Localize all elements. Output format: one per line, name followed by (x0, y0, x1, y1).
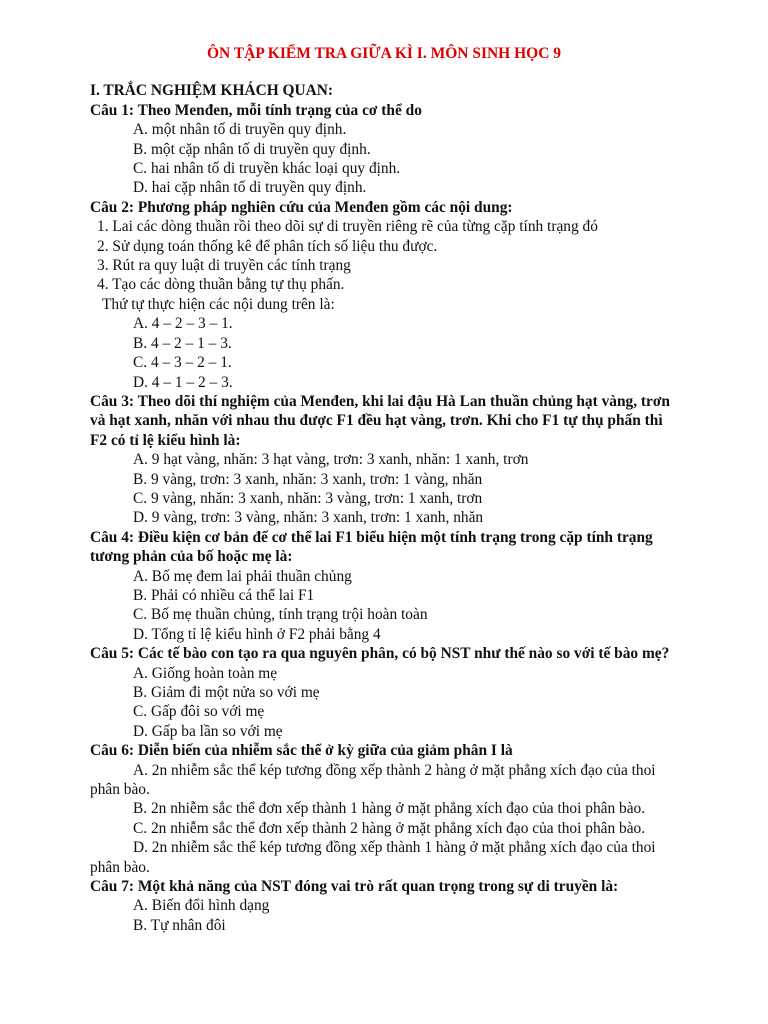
question-6: Câu 6: Diễn biến của nhiễm sắc thể ở kỳ giữa của giảm phân I là (90, 742, 513, 760)
section-heading: I. TRẮC NGHIỆM KHÁCH QUAN: (90, 82, 333, 100)
question-2: Câu 2: Phương pháp nghiên cứu của Menđen gồm các nội dung: (90, 198, 513, 216)
q2-option-d: D. 4 – 1 – 2 – 3. (133, 373, 233, 391)
q2-option-c: C. 4 – 3 – 2 – 1. (133, 354, 232, 372)
question-7: Câu 7: Một khả năng của NST đóng vai trò rất quan trọng trong sự di truyền là: (90, 878, 619, 896)
q7-option-a: A. Biến đổi hình dạng (133, 897, 270, 915)
question-5: Câu 5: Các tế bào con tạo ra qua nguyên phân, có bộ NST như thế nào so với tế bào mẹ? (90, 645, 670, 663)
page-title: ÔN TẬP KIỂM TRA GIỮA KÌ I. MÔN SINH HỌC 9 (206, 45, 562, 62)
q5-option-a: A. Giống hoàn toàn mẹ (133, 664, 278, 682)
q2-option-a: A. 4 – 2 – 3 – 1. (133, 315, 233, 333)
q3-option-b: B. 9 vàng, trơn: 3 xanh, nhăn: 3 xanh, trơn: 1 vàng, nhăn (133, 470, 483, 488)
q1-option-d: D. hai cặp nhân tố di truyền quy định. (133, 179, 367, 197)
q4-option-a: A. Bố mẹ đem lai phải thuần chủng (133, 567, 352, 585)
q6-option-c: C. 2n nhiễm sắc thể đơn xếp thành 2 hàng ở mặt phẳng xích đạo của thoi phân bào. (133, 819, 646, 837)
q5-option-b: B. Giảm đi một nửa so với mẹ (133, 684, 320, 701)
q2-step-3: 3. Rút ra quy luật di truyền các tính trạng (97, 257, 351, 275)
q7-option-b: B. Tự nhân đôi (133, 916, 226, 934)
q1-option-c: C. hai nhân tố di truyền khác loại quy định. (133, 160, 401, 178)
q4-option-c: C. Bố mẹ thuần chủng, tính trạng trội hoàn toàn (133, 606, 428, 624)
q3-option-a: A. 9 hạt vàng, nhăn: 3 hạt vàng, trơn: 3 xanh, nhăn: 1 xanh, trơn (133, 451, 529, 469)
q4-option-b: B. Phải có nhiều cá thể lai F1 (133, 586, 315, 604)
question-3: Câu 3: Theo dõi thí nghiệm của Menđen, khi lai đậu Hà Lan thuần chủng hạt vàng, trơn và hạt xanh, nhăn với nhau thu được F1 đều hạt vàng, trơn. Khi cho F1 tự thụ phấn thì F2 có tỉ lệ kiểu hình là: (90, 392, 670, 449)
q4-option-d: D. Tổng tỉ lệ kiểu hình ở F2 phải bằng 4 (133, 625, 381, 643)
q2-step-2: 2. Sử dụng toán thống kê để phân tích số liệu thu được. (97, 237, 438, 255)
q6-option-d: D. 2n nhiễm sắc thể kép tương đồng xếp thành 1 hàng ở mặt phẳng xích đạo của thoi phân bào. (90, 839, 656, 876)
question-1: Câu 1: Theo Menđen, mỗi tính trạng của cơ thể do (90, 101, 422, 119)
q6-option-b: B. 2n nhiễm sắc thể đơn xếp thành 1 hàng ở mặt phẳng xích đạo của thoi phân bào. (133, 800, 646, 818)
question-4: Câu 4: Điều kiện cơ bản để cơ thể lai F1 biểu hiện một tính trạng trong cặp tính trạng tương phản của bố hoặc mẹ là: (90, 528, 653, 566)
q3-option-c: C. 9 vàng, nhăn: 3 xanh, nhăn: 3 vàng, trơn: 1 xanh, trơn (133, 489, 483, 507)
q2-option-b: B. 4 – 2 – 1 – 3. (133, 334, 232, 352)
q1-option-b: B. một cặp nhân tố di truyền quy định. (133, 140, 371, 158)
q2-stem: Thứ tự thực hiện các nội dung trên là: (102, 295, 335, 313)
q3-option-d: D. 9 vàng, trơn: 3 vàng, nhăn: 3 xanh, trơn: 1 xanh, nhăn (133, 509, 484, 527)
q1-option-a: A. một nhân tố di truyền quy định. (133, 121, 347, 139)
q2-step-4: 4. Tạo các dòng thuần bằng tự thụ phấn. (97, 276, 345, 294)
q6-option-a: A. 2n nhiễm sắc thể kép tương đồng xếp thành 2 hàng ở mặt phẳng xích đạo của thoi phân bào. (90, 761, 656, 799)
q5-option-c: C. Gấp đôi so với mẹ (133, 703, 265, 721)
q2-step-1: 1. Lai các dòng thuần rồi theo dõi sự di truyền riêng rẽ của từng cặp tính trạng đó (97, 218, 598, 236)
q5-option-d: D. Gấp ba lần so với mẹ (133, 722, 283, 740)
